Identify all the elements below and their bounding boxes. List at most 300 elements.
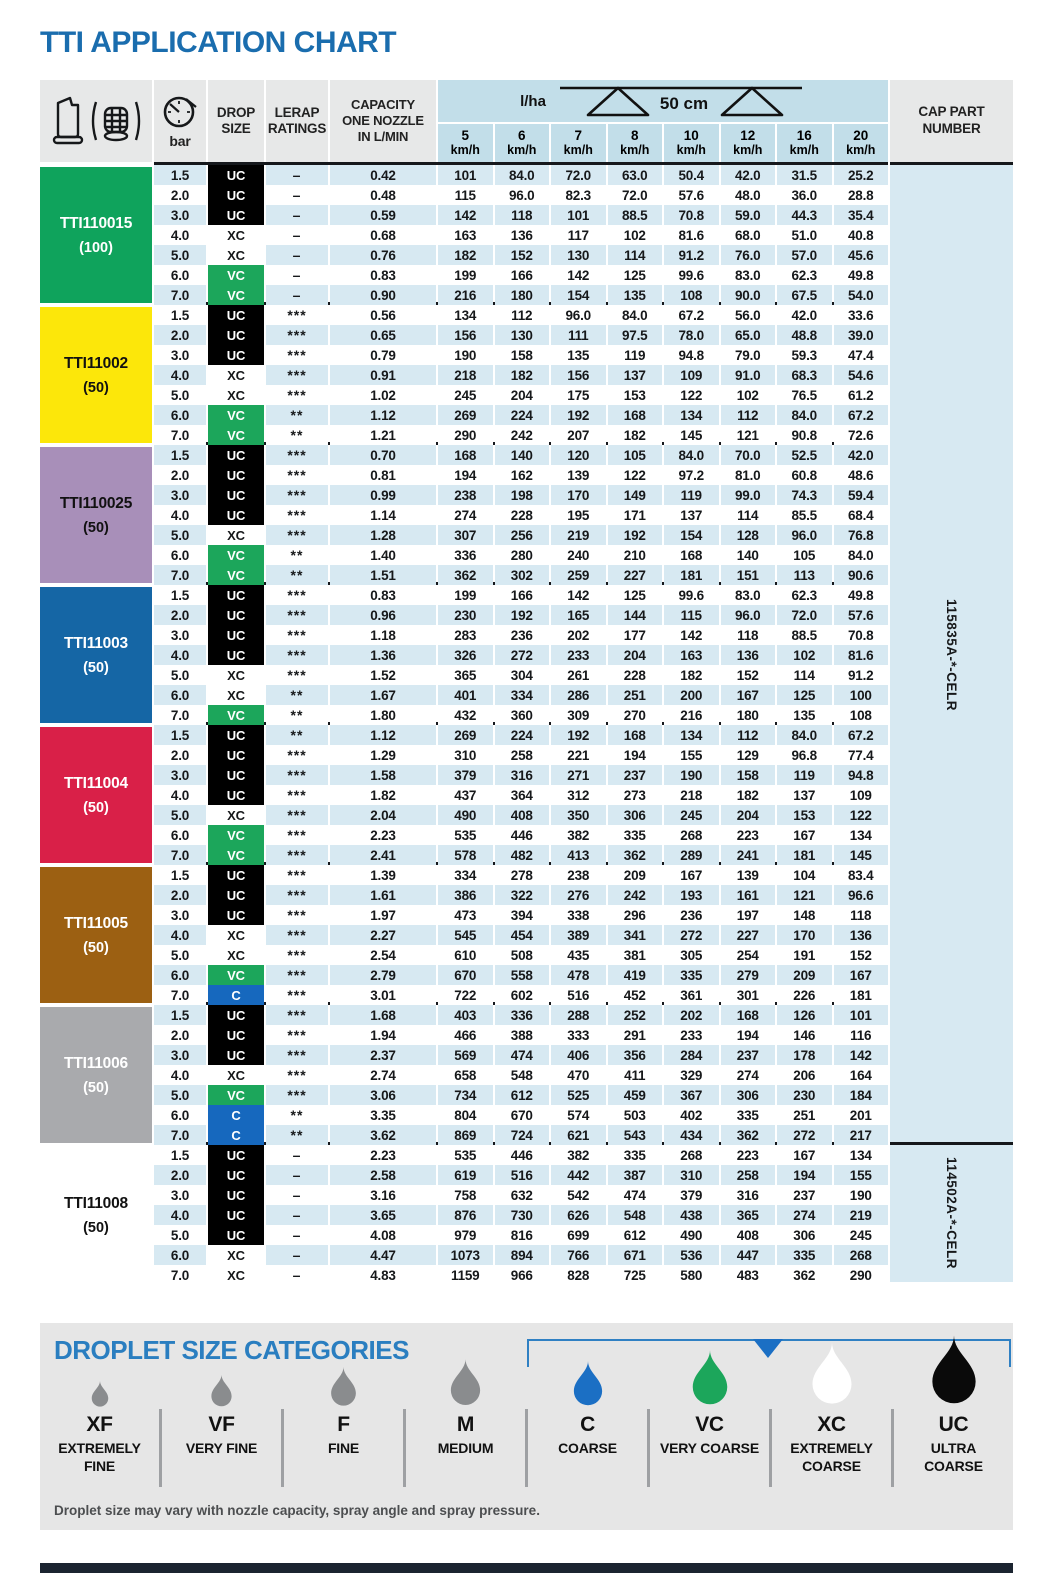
value-cell: 49.8 [834,265,889,285]
value-cell: 83.0 [721,265,776,285]
value-cell: 79.0 [721,345,776,365]
value-cell: 535 [438,1145,493,1165]
value-cell: 136 [834,925,889,945]
value-cell: 272 [495,645,550,665]
speed-unit: km/h [563,142,593,157]
category-label: MEDIUM [437,1440,494,1456]
nozzle-size: (50) [83,939,109,956]
value-cell: 164 [834,1065,889,1085]
value-cell: 569 [438,1045,493,1065]
legend-category [162,1345,281,1457]
table-row [154,785,888,805]
bar-cell: 6.0 [154,685,206,705]
value-cell: 40.8 [834,225,889,245]
value-cell: 122 [834,805,889,825]
bar-cell: 4.0 [154,645,206,665]
value-cell: 163 [664,645,719,665]
speed-unit: km/h [789,142,819,157]
table-row [154,485,888,505]
value-cell: 447 [721,1245,776,1265]
lerap-cell: – [266,1165,328,1185]
value-cell: 268 [664,825,719,845]
value-cell: 167 [777,1145,832,1165]
lerap-cell: – [266,245,328,265]
capacity-cell: 1.18 [330,625,436,645]
value-cell: 102 [777,645,832,665]
value-cell: 269 [438,725,493,745]
value-cell: 252 [608,1005,663,1025]
capacity-cell: 0.56 [330,305,436,325]
value-cell: 233 [664,1025,719,1045]
value-cell: 192 [608,525,663,545]
value-cell: 170 [551,485,606,505]
legend-category [40,1345,159,1475]
value-cell: 238 [438,485,493,505]
value-cell: 580 [664,1265,719,1285]
droplet-icon-vf [208,1345,235,1409]
value-cell: 139 [721,865,776,885]
value-cell: 670 [438,965,493,985]
value-cell: 148 [777,905,832,925]
table-row [154,165,888,185]
value-cell: 224 [495,405,550,425]
nozzle-group [154,862,888,1005]
value-cell: 104 [777,865,832,885]
capacity-cell: 0.96 [330,605,436,625]
capacity-cell: 1.61 [330,885,436,905]
value-cell: 283 [438,625,493,645]
value-cell: 334 [495,685,550,705]
value-cell: 237 [608,765,663,785]
value-cell: 207 [551,425,606,445]
value-cell: 122 [608,465,663,485]
value-cell: 226 [777,985,832,1005]
capacity-cell: 0.79 [330,345,436,365]
drop-size-cell: UC [208,465,264,485]
nozzle-name: TTI11003 [64,634,128,652]
lerap-cell: ** [266,425,328,445]
bar-cell: 1.5 [154,305,206,325]
value-cell: 548 [608,1205,663,1225]
value-cell: 256 [495,525,550,545]
application-chart-table [40,80,1013,1285]
drop-size-cell: UC [208,1005,264,1025]
value-cell: 49.8 [834,585,889,605]
value-cell: 90.0 [721,285,776,305]
nozzle-name: TTI11002 [64,354,128,372]
value-cell: 177 [608,625,663,645]
value-cell: 536 [664,1245,719,1265]
value-cell: 632 [495,1185,550,1205]
value-cell: 228 [608,665,663,685]
value-cell: 288 [551,1005,606,1025]
value-cell: 181 [664,565,719,585]
bar-cell: 6.0 [154,1105,206,1125]
capacity-cell: 1.39 [330,865,436,885]
lerap-cell: *** [266,585,328,605]
value-cell: 180 [495,285,550,305]
speed-header-cell [664,124,719,162]
lerap-cell: *** [266,365,328,385]
value-cell: 84.0 [664,445,719,465]
value-cell: 142 [551,265,606,285]
capacity-cell: 1.97 [330,905,436,925]
value-cell: 67.2 [834,405,889,425]
capacity-cell: 1.12 [330,405,436,425]
value-cell: 411 [608,1065,663,1085]
value-cell: 48.6 [834,465,889,485]
value-cell: 869 [438,1125,493,1145]
value-cell: 272 [664,925,719,945]
value-cell: 198 [495,485,550,505]
value-cell: 223 [721,1145,776,1165]
legend-note: Droplet size may vary with nozzle capacity, spray angle and spray pressure. [54,1503,540,1518]
table-row [154,1145,888,1165]
value-cell: 230 [777,1085,832,1105]
value-cell: 454 [495,925,550,945]
value-cell: 102 [608,225,663,245]
value-cell: 446 [495,1145,550,1165]
value-cell: 310 [664,1165,719,1185]
bar-cell: 3.0 [154,205,206,225]
value-cell: 382 [551,825,606,845]
value-cell: 269 [438,405,493,425]
table-row [154,525,888,545]
value-cell: 190 [438,345,493,365]
value-cell: 336 [495,1005,550,1025]
lerap-cell: *** [266,885,328,905]
value-cell: 99.0 [721,485,776,505]
value-cell: 233 [551,645,606,665]
value-cell: 261 [551,665,606,685]
value-cell: 135 [608,285,663,305]
lerap-cell: *** [266,1025,328,1045]
lerap-cell: *** [266,305,328,325]
bar-cell: 5.0 [154,805,206,825]
nozzle-group [154,442,888,585]
lerap-cell: *** [266,325,328,345]
value-cell: 59.0 [721,205,776,225]
value-cell: 50.4 [664,165,719,185]
lerap-cell: *** [266,905,328,925]
nozzle-label [40,1145,152,1285]
lerap-cell: – [266,165,328,185]
bar-cell: 4.0 [154,1205,206,1225]
value-cell: 326 [438,645,493,665]
capacity-cell: 0.81 [330,465,436,485]
value-cell: 210 [608,545,663,565]
value-cell: 578 [438,845,493,865]
table-row [154,765,888,785]
table-row [154,745,888,765]
speed-unit: km/h [507,142,537,157]
drop-size-cell: XC [208,525,264,545]
value-cell: 36.0 [777,185,832,205]
value-cell: 227 [608,565,663,585]
drop-size-cell: UC [208,1045,264,1065]
value-cell: 245 [438,385,493,405]
value-cell: 35.4 [834,205,889,225]
speed-unit: km/h [846,142,876,157]
value-cell: 81.0 [721,465,776,485]
value-cell: 96.6 [834,885,889,905]
drop-size-cell: XC [208,1065,264,1085]
capacity-cell: 0.99 [330,485,436,505]
value-cell: 894 [495,1245,550,1265]
value-cell: 59.3 [777,345,832,365]
category-label: VERY FINE [185,1440,258,1456]
value-cell: 1073 [438,1245,493,1265]
value-cell: 99.6 [664,265,719,285]
category-label: FINE [327,1440,360,1456]
speed-value: 8 [630,128,639,144]
drop-size-cell: UC [208,745,264,765]
bar-cell: 5.0 [154,525,206,545]
drop-size-cell: XC [208,1265,264,1285]
value-cell: 478 [551,965,606,985]
bar-cell: 1.5 [154,585,206,605]
lerap-cell: – [266,1225,328,1245]
value-cell: 545 [438,925,493,945]
bar-cell: 2.0 [154,605,206,625]
lerap-cell: *** [266,665,328,685]
value-cell: 167 [721,685,776,705]
value-cell: 194 [608,745,663,765]
value-cell: 84.0 [608,305,663,325]
lerap-cell: – [266,205,328,225]
lerap-cell: ** [266,545,328,565]
nozzle-name: TTI110015 [59,214,133,232]
value-cell: 112 [495,305,550,325]
nozzle-size: (50) [83,659,109,676]
lerap-cell: ** [266,565,328,585]
capacity-cell: 2.37 [330,1045,436,1065]
value-cell: 67.2 [834,725,889,745]
lerap-cell: *** [266,1005,328,1025]
nozzle-size: (100) [79,239,113,256]
value-cell: 237 [721,1045,776,1065]
value-cell: 56.0 [721,305,776,325]
value-cell: 223 [721,825,776,845]
value-cell: 70.0 [721,445,776,465]
capacity-cell: 1.14 [330,505,436,525]
value-cell: 142 [664,625,719,645]
value-cell: 276 [551,885,606,905]
value-cell: 245 [834,1225,889,1245]
category-code: XF [86,1413,113,1436]
lerap-cell: – [266,225,328,245]
value-cell: 730 [495,1205,550,1225]
value-cell: 242 [608,885,663,905]
capacity-cell: 2.27 [330,925,436,945]
lerap-cell: *** [266,445,328,465]
value-cell: 230 [438,605,493,625]
value-cell: 65.0 [721,325,776,345]
capacity-cell: 2.79 [330,965,436,985]
drop-size-cell: VC [208,825,264,845]
value-cell: 362 [721,1125,776,1145]
value-cell: 25.2 [834,165,889,185]
value-cell: 302 [495,565,550,585]
drop-size-cell: UC [208,325,264,345]
nozzle-size: (50) [83,1219,109,1236]
category-code: VF [208,1413,235,1436]
drop-size-cell: C [208,985,264,1005]
speed-value: 5 [461,128,469,144]
value-cell: 140 [721,545,776,565]
speed-value: 10 [683,128,699,144]
value-cell: 182 [495,365,550,385]
value-cell: 120 [551,445,606,465]
bar-cell: 4.0 [154,785,206,805]
value-cell: 135 [777,705,832,725]
table-row [154,1245,888,1265]
value-cell: 626 [551,1205,606,1225]
value-cell: 335 [721,1105,776,1125]
value-cell: 621 [551,1125,606,1145]
capacity-cell: 1.28 [330,525,436,545]
speed-value: 20 [853,128,869,144]
bar-cell: 6.0 [154,825,206,845]
table-row [154,725,888,745]
value-cell: 42.0 [834,445,889,465]
value-cell: 94.8 [834,765,889,785]
table-row [154,465,888,485]
speed-unit: km/h [620,142,650,157]
value-cell: 45.6 [834,245,889,265]
bar-cell: 4.0 [154,1065,206,1085]
value-cell: 149 [608,485,663,505]
bar-cell: 2.0 [154,325,206,345]
value-cell: 272 [777,1125,832,1145]
value-cell: 341 [608,925,663,945]
value-cell: 137 [777,785,832,805]
capacity-cell: 3.06 [330,1085,436,1105]
drop-size-cell: UC [208,785,264,805]
bar-cell: 2.0 [154,745,206,765]
cap-part-block [890,1142,1013,1282]
category-code: C [580,1413,595,1436]
bar-cell: 1.5 [154,165,206,185]
value-cell: 724 [495,1125,550,1145]
capacity-cell: 0.59 [330,205,436,225]
lerap-cell: *** [266,505,328,525]
droplet-icon-xf [89,1345,111,1409]
value-cell: 217 [834,1125,889,1145]
value-cell: 361 [664,985,719,1005]
capacity-cell: 0.65 [330,325,436,345]
value-cell: 28.8 [834,185,889,205]
table-row [154,1165,888,1185]
value-cell: 96.8 [777,745,832,765]
value-cell: 268 [834,1245,889,1265]
value-cell: 284 [664,1045,719,1065]
capacity-cell: 1.58 [330,765,436,785]
capacity-cell: 3.16 [330,1185,436,1205]
value-cell: 122 [664,385,719,405]
value-cell: 134 [438,305,493,325]
lerap-cell: *** [266,345,328,365]
value-cell: 310 [438,745,493,765]
capacity-cell: 1.80 [330,705,436,725]
value-cell: 804 [438,1105,493,1125]
table-row [154,625,888,645]
legend-category [772,1345,891,1475]
value-cell: 118 [495,205,550,225]
drop-size-cell: UC [208,605,264,625]
value-cell: 182 [664,665,719,685]
value-cell: 88.5 [777,625,832,645]
value-cell: 382 [551,1145,606,1165]
value-cell: 44.3 [777,205,832,225]
value-cell: 241 [721,845,776,865]
category-label: EXTREMELY COARSE [790,1440,873,1475]
value-cell: 548 [495,1065,550,1085]
table-row [154,1005,888,1025]
capacity-column-header [330,80,436,162]
bar-cell: 1.5 [154,725,206,745]
nozzle-group [154,302,888,445]
table-row [154,1105,888,1125]
bar-cell: 6.0 [154,545,206,565]
value-cell: 966 [495,1265,550,1285]
value-cell: 142 [438,205,493,225]
drop-size-cell: XC [208,385,264,405]
value-cell: 333 [551,1025,606,1045]
capacity-cell: 4.08 [330,1225,436,1245]
nozzle-column [40,165,152,1285]
drop-size-cell: UC [208,865,264,885]
value-cell: 200 [664,685,719,705]
value-cell: 97.5 [608,325,663,345]
value-cell: 184 [834,1085,889,1105]
value-cell: 84.0 [834,545,889,565]
droplet-icon-f [327,1345,360,1409]
value-cell: 130 [551,245,606,265]
drop-size-cell: XC [208,225,264,245]
speed-value: 16 [796,128,812,144]
table-row [154,265,888,285]
value-cell: 290 [438,425,493,445]
nozzle-group [154,1142,888,1285]
nozzle-label [40,165,152,305]
value-cell: 335 [664,965,719,985]
value-cell: 828 [551,1265,606,1285]
value-cell: 182 [438,245,493,265]
capacity-cell: 2.23 [330,825,436,845]
value-cell: 96.0 [777,525,832,545]
value-cell: 388 [495,1025,550,1045]
cap-part-block [890,165,1013,1145]
value-cell: 112 [721,405,776,425]
value-cell: 125 [608,585,663,605]
value-cell: 612 [608,1225,663,1245]
value-cell: 202 [664,1005,719,1025]
value-cell: 218 [664,785,719,805]
capacity-cell: 0.90 [330,285,436,305]
value-cell: 254 [721,945,776,965]
value-cell: 322 [495,885,550,905]
value-cell: 394 [495,905,550,925]
value-cell: 356 [608,1045,663,1065]
lerap-cell: – [266,1205,328,1225]
value-cell: 182 [721,785,776,805]
value-cell: 301 [721,985,776,1005]
value-cell: 190 [664,765,719,785]
value-cell: 84.0 [777,405,832,425]
value-cell: 334 [438,865,493,885]
value-cell: 270 [608,705,663,725]
